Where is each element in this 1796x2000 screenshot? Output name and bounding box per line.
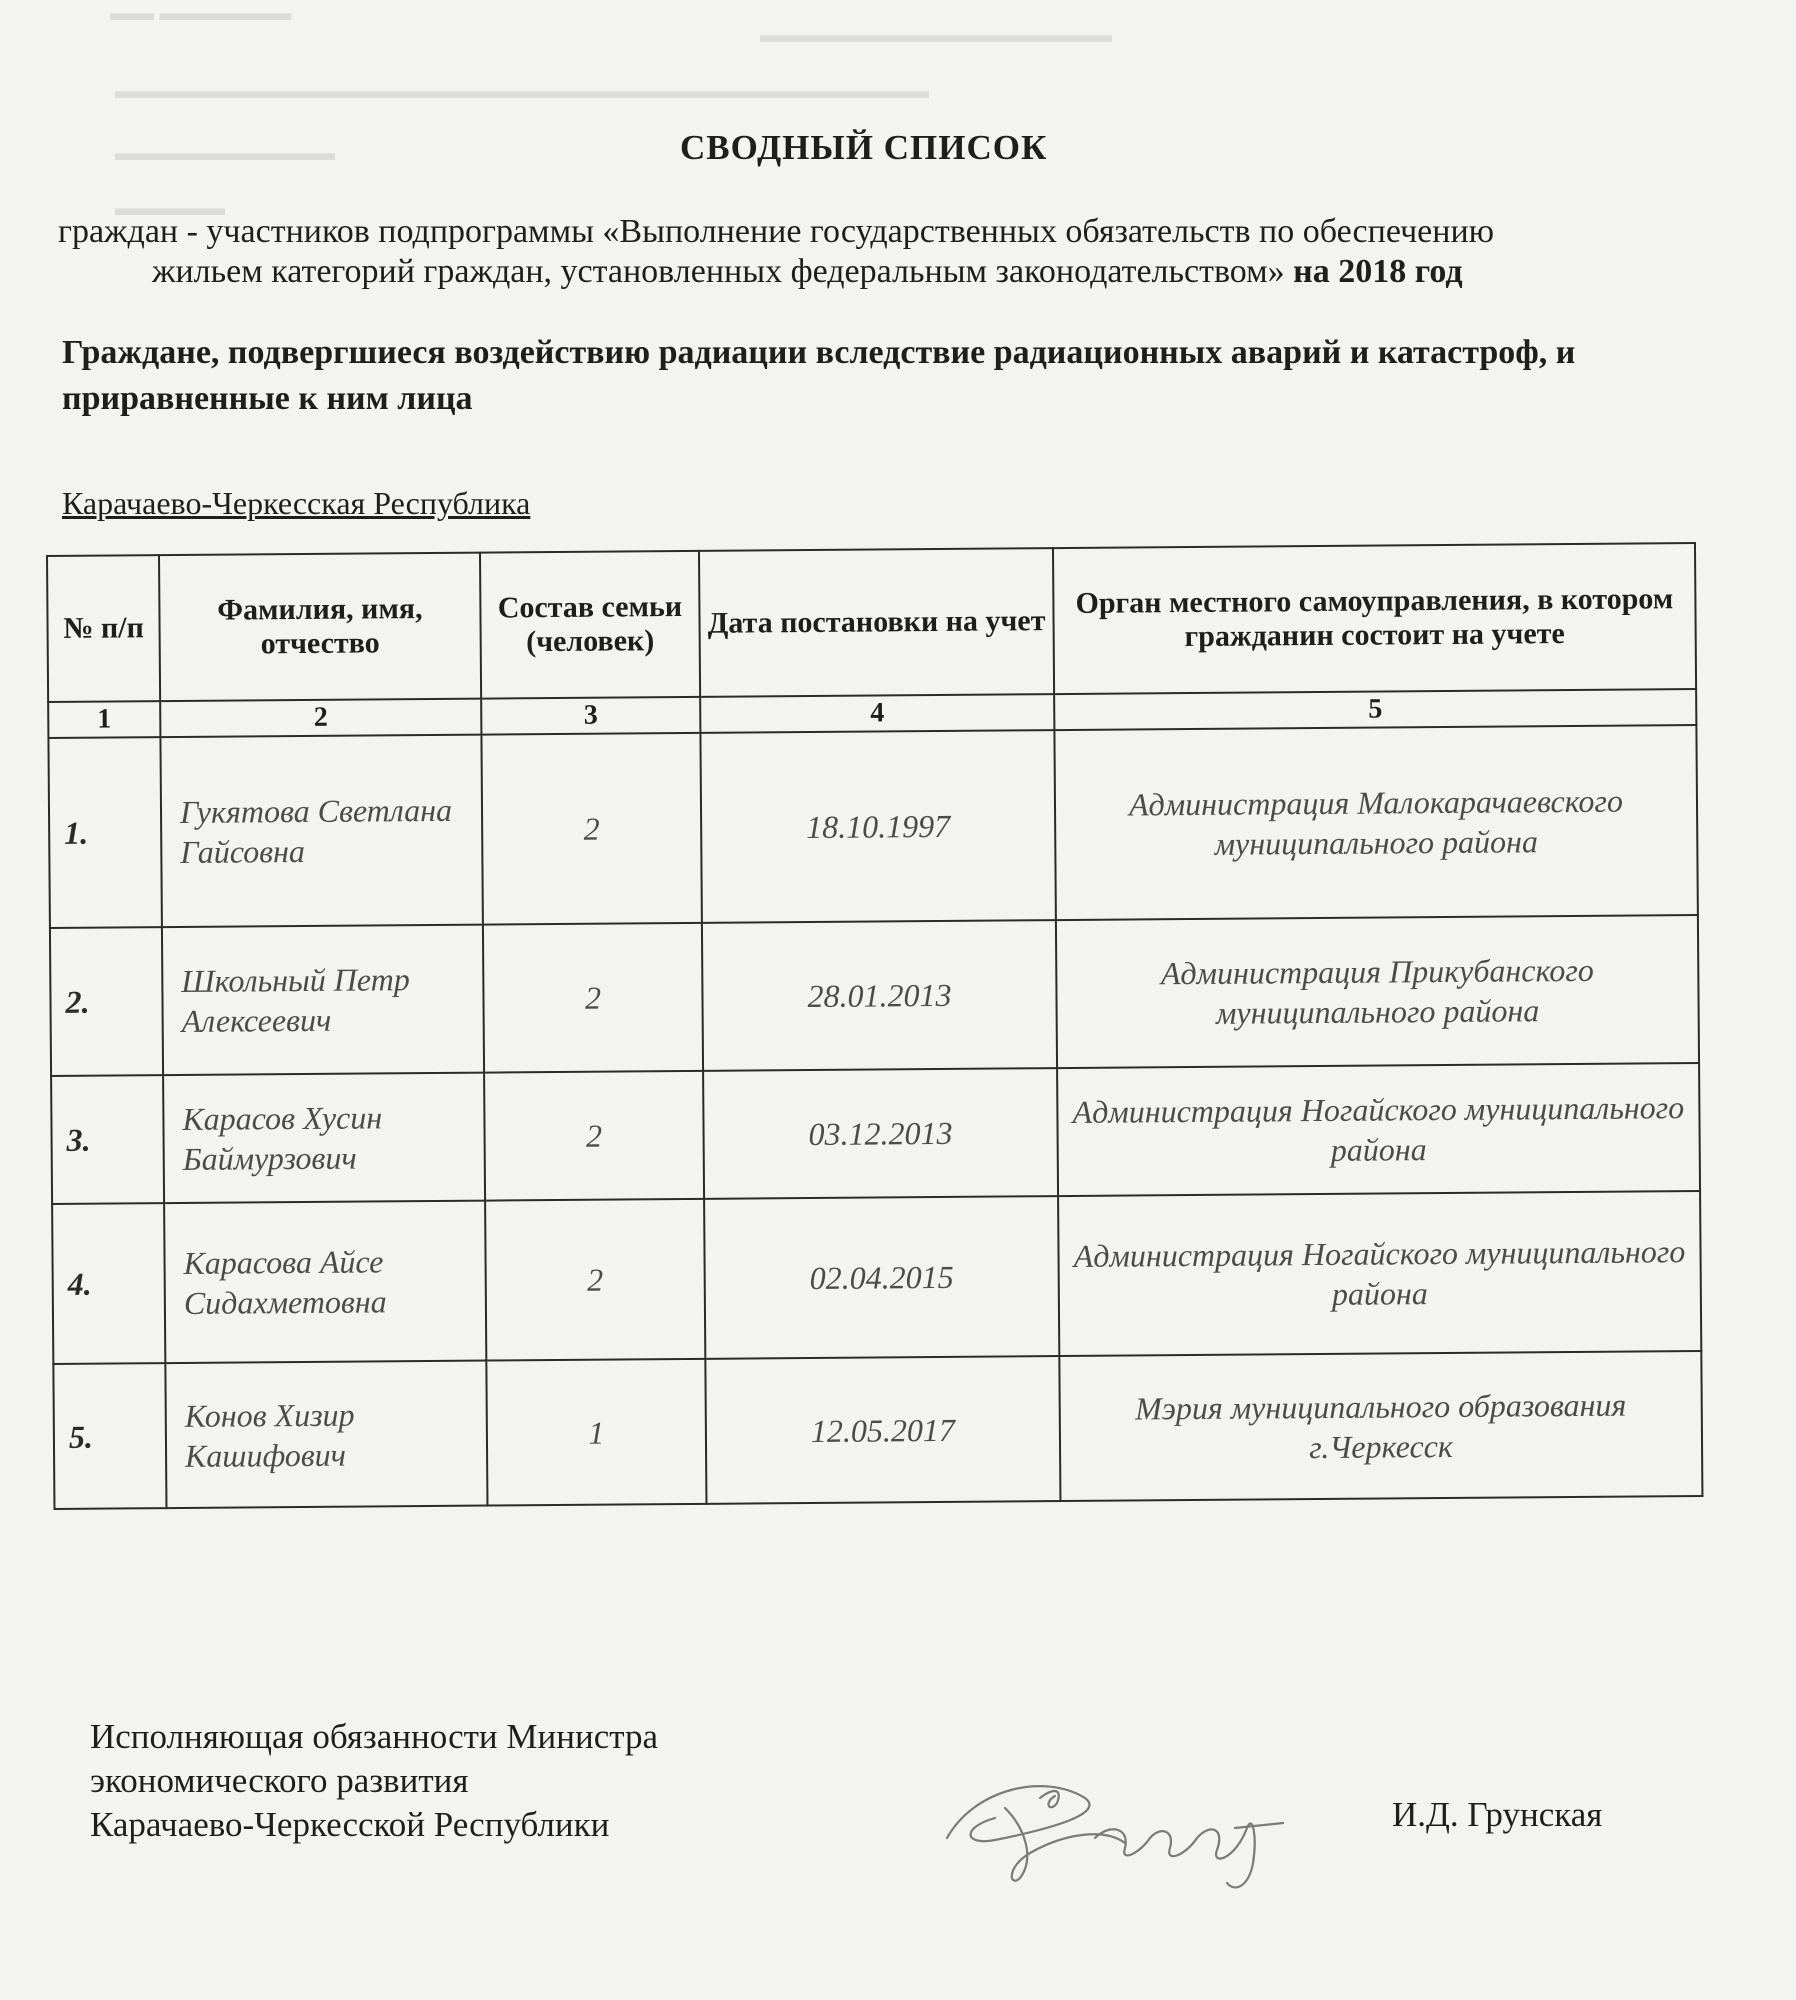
column-number: 3 [481, 697, 700, 735]
table-row [51, 1063, 1700, 1204]
header-number: № п/п [47, 555, 160, 702]
citizen-name: Гукятова Светлана Гайсовна [160, 735, 482, 928]
header-name: Фамилия, имя, отчество [159, 553, 481, 702]
column-number: 2 [160, 699, 481, 738]
document-subtitle [58, 212, 1718, 292]
bleed-through-mark: ▬▬▬▬▬▬▬▬▬▬ [115, 140, 335, 165]
row-number: 5. [53, 1363, 166, 1509]
citizen-name: Карасова Айсе Сидахметовна [164, 1201, 486, 1364]
column-number: 1 [48, 701, 160, 738]
bleed-through-mark: ▬▬▬▬▬▬▬▬▬▬▬▬▬▬▬▬ [760, 22, 1112, 47]
subtitle-line-2-wrap [58, 252, 1718, 292]
family-size: 2 [483, 923, 703, 1073]
bleed-through-mark: ▬▬▬▬▬ [115, 195, 225, 220]
signer-name: И.Д. Грунская [1392, 1795, 1603, 1834]
column-number: 4 [700, 694, 1054, 733]
registration-date: 28.01.2013 [702, 920, 1057, 1071]
bleed-through-mark: ▬▬▬▬▬▬▬▬▬▬▬▬▬▬▬▬▬▬▬▬▬▬▬▬▬▬▬▬▬▬▬▬▬▬▬▬▬ [115, 78, 929, 103]
citizen-name: Школьный Петр Алексеевич [162, 925, 484, 1076]
header-date: Дата постановки на учет [699, 548, 1054, 697]
citizen-name: Карасов Хусин Баймурзович [163, 1073, 485, 1204]
region-name: Карачаево-Черкесская Республика [62, 485, 531, 521]
table-header-row [47, 543, 1696, 702]
registration-date: 03.12.2013 [703, 1068, 1058, 1199]
local-authority: Мэрия муниципального образования г.Черкесск [1059, 1351, 1702, 1501]
row-number: 1. [48, 737, 161, 928]
registration-date: 18.10.1997 [700, 730, 1055, 923]
bleed-through-mark: ▬▬ ▬▬▬▬▬▬ [110, 0, 292, 25]
local-authority: Администрация Прикубанского муниципального района [1056, 915, 1699, 1068]
subtitle-year: на 2018 год [1293, 253, 1463, 290]
family-size: 2 [484, 1071, 704, 1201]
row-number: 3. [51, 1075, 164, 1204]
signatory-position [90, 1715, 658, 1847]
subtitle-line-1: граждан - участников подпрограммы «Выполнение государственных обязательств по обеспечению [58, 213, 1495, 250]
local-authority: Администрация Ногайского муниципального района [1058, 1191, 1701, 1356]
citizen-category: Граждане, подвергшиеся воздействию радиации вследствие радиационных аварий и катастроф, и приравненные к ним лица [62, 334, 1576, 417]
table-row [50, 915, 1699, 1076]
table-row [52, 1191, 1701, 1364]
header-organization: Орган местного самоуправления, в котором гражданин состоит на учете [1053, 543, 1696, 694]
row-number: 2. [50, 927, 163, 1076]
document-title: СВОДНЫЙ СПИСОК [680, 128, 1048, 167]
position-line: экономического развития [90, 1761, 469, 1800]
subtitle-line-2: жильем категорий граждан, установленных федеральным законодательством» [152, 253, 1285, 290]
row-number: 4. [52, 1203, 165, 1364]
local-authority: Администрация Ногайского муниципального района [1057, 1063, 1700, 1196]
local-authority: Администрация Малокарачаевского муниципального района [1054, 725, 1697, 920]
handwritten-signature-icon [935, 1768, 1295, 1898]
family-size: 2 [485, 1199, 705, 1361]
family-size: 2 [481, 733, 701, 925]
table-row [53, 1351, 1702, 1509]
column-number: 5 [1054, 689, 1696, 730]
citizen-name: Конов Хизир Кашифович [165, 1361, 487, 1509]
family-size: 1 [486, 1359, 706, 1506]
table-row [48, 725, 1697, 928]
registration-date: 02.04.2015 [704, 1196, 1059, 1359]
citizens-table [46, 542, 1703, 1510]
header-family: Состав семьи (человек) [480, 551, 700, 699]
position-line: Карачаево-Черкесской Республики [90, 1805, 610, 1844]
registration-date: 12.05.2017 [705, 1356, 1060, 1504]
position-line: Исполняющая обязанности Министра [90, 1717, 658, 1756]
